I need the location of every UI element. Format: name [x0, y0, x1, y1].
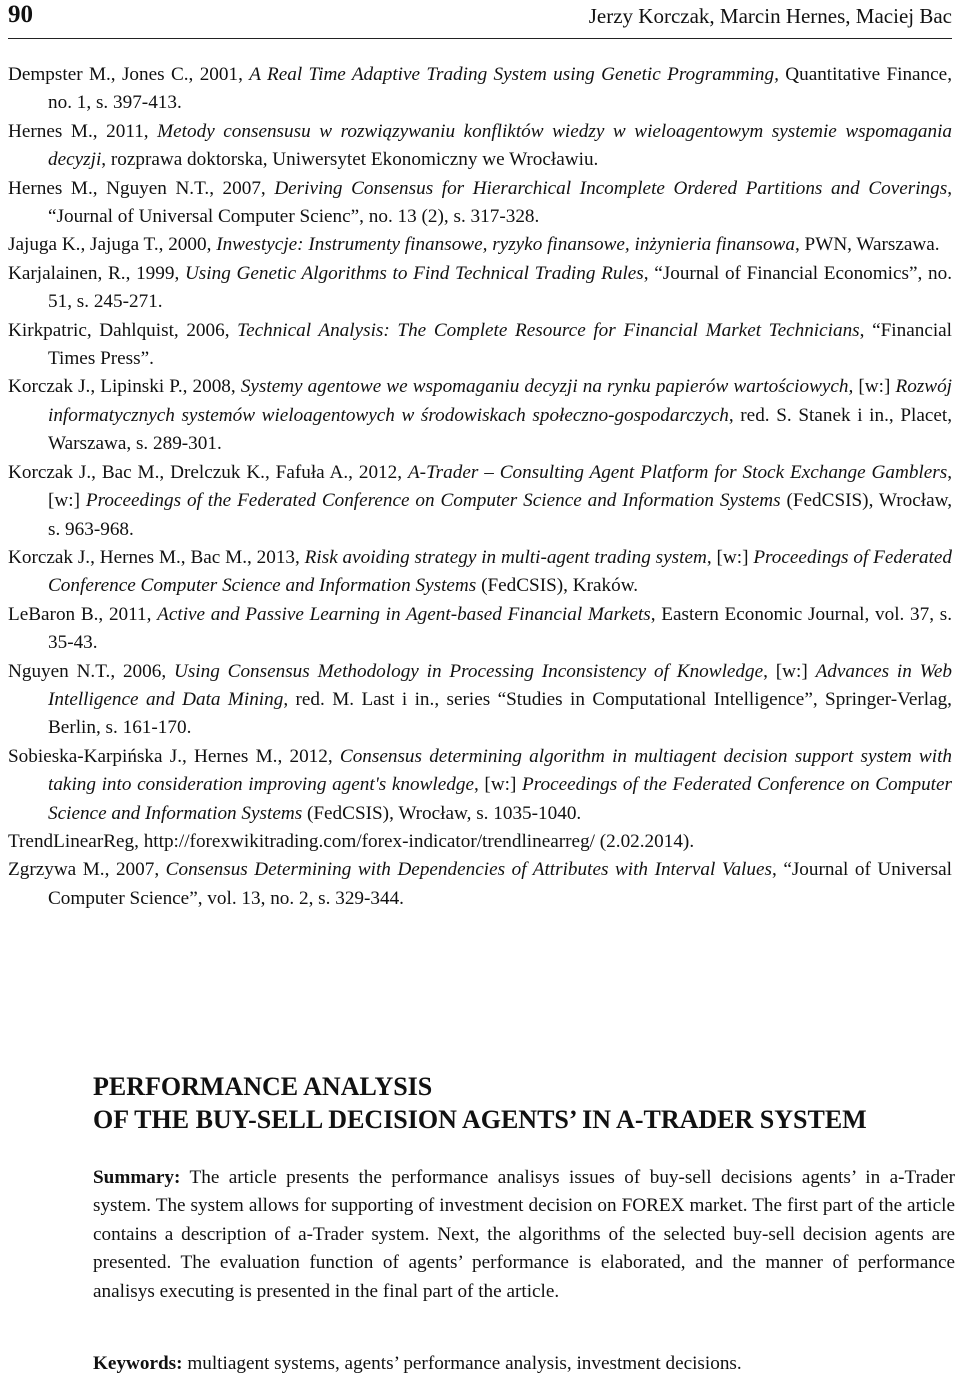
reference-item: Korczak J., Bac M., Drelczuk K., Fafuła A., 2012, A-Trader – Consulting Agent Platform for Stock Exchange Gamblers, [w:] Proceedings of the Federated Conference on Computer Science and Information Systems (FedCSIS), Wrocław, s. 963-968. — [8, 461, 953, 540]
keywords-text: multiagent systems, agents’ performance analysis, investment decisions. — [182, 1353, 742, 1374]
reference-item: TrendLinearReg, http://forexwikitrading.com/forex-indicator/trendlinearreg/ (2.02.2014). — [8, 830, 695, 852]
reference-item: Hernes M., Nguyen N.T., 2007, Deriving Consensus for Hierarchical Incomplete Ordered Partitions and Coverings, “Journal of Universal Computer Scienc”, no. 13 (2), s. 317-328. — [8, 177, 952, 228]
reference-item: Nguyen N.T., 2006, Using Consensus Methodology in Processing Inconsistency of Knowledge, [w:] Advances in Web Intelligence and Data Mining, red. M. Last i in., series “Studies in Computational Intelligence”, Springer-Verlag, Berlin, s. 161-170. — [8, 660, 952, 739]
page-number: 90 — [8, 1, 33, 28]
reference-item: Korczak J., Hernes M., Bac M., 2013, Risk avoiding strategy in multi-agent trading system, [w:] Proceedings of Federated Conference Computer Science and Information Systems (FedCSIS), Kraków. — [8, 546, 953, 597]
reference-item: Zgrzywa M., 2007, Consensus Determining with Dependencies of Attributes with Interval Values, “Journal of Universal Computer Science”, vol. 13, no. 2, s. 329-344. — [8, 859, 952, 909]
reference-item: Jajuga K., Jajuga T., 2000, Inwestycje: Instrumenty finansowe, ryzyko finansowe, inżynieria finansowa, PWN, Warszawa. — [8, 234, 940, 256]
article-title-line: PERFORMANCE ANALYSIS — [93, 1072, 433, 1101]
reference-item: Dempster M., Jones C., 2001, A Real Time Adaptive Trading System using Genetic Programming, Quantitative Finance, no. 1, s. 397-413. — [8, 64, 952, 114]
reference-item: Karjalainen, R., 1999, Using Genetic Algorithms to Find Technical Trading Rules, “Journal of Financial Economics”, no. 51, s. 245-271. — [8, 262, 952, 313]
keywords-paragraph — [93, 1350, 955, 1378]
page-header — [8, 0, 952, 39]
article-title-line: OF THE BUY-SELL DECISION AGENTS’ IN A-TRADER SYSTEM — [93, 1105, 867, 1134]
reference-list — [8, 61, 952, 913]
running-head: Jerzy Korczak, Marcin Hernes, Maciej Bac — [588, 4, 952, 28]
summary-label: Summary: — [93, 1167, 181, 1188]
reference-item: LeBaron B., 2011, Active and Passive Learning in Agent-based Financial Markets, Eastern Economic Journal, vol. 37, s. 35-43. — [8, 603, 953, 654]
reference-item: Korczak J., Lipinski P., 2008, Systemy agentowe we wspomaganiu decyzji na rynku papierów wartościowych, [w:] Rozwój informatycznych systemów wieloagentowych w środowiskach społeczno-gospodarczych, red. S. Stanek i in., Placet, Warszawa, s. 289-301. — [8, 376, 953, 455]
reference-item: Sobieska-Karpińska J., Hernes M., 2012, Consensus determining algorithm in multiagent decision support system with taking into consideration improving agent's knowledge, [w:] Proceedings of the Federated Conference on Computer Science and Information Systems (FedCSIS), Wrocław, s. 1035-1040. — [8, 745, 952, 824]
article-title — [93, 1070, 953, 1136]
keywords-label: Keywords: — [93, 1353, 183, 1374]
summary-text: The article presents the performance analisys issues of buy-sell decisions agents’ in a-Trader system. The system allows for supporting of investment decision on FOREX market. The first part of the article contains a description of a-Trader system. Next, the algorithms of the selected buy-sell decision agents are presented. The evaluation function of agents’ performance is elaborated, and the manner of performance analisys executing is presented in the final part of the article. — [93, 1167, 955, 1302]
reference-item: Hernes M., 2011, Metody consensusu w rozwiązywaniu konfliktów wiedzy w wieloagentowym systemie wspomagania decyzji, rozprawa doktorska, Uniwersytet Ekonomiczny we Wrocławiu. — [8, 120, 952, 171]
summary-paragraph — [93, 1164, 955, 1306]
reference-item: Kirkpatric, Dahlquist, 2006, Technical Analysis: The Complete Resource for Financial Market Technicians, “Financial Times Press”. — [8, 319, 953, 370]
